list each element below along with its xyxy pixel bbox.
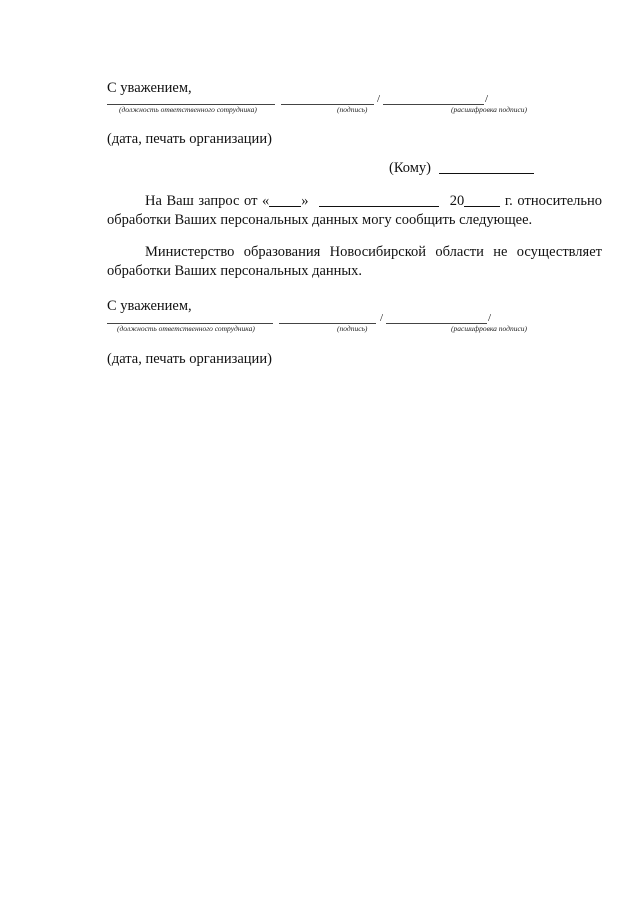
date-seal-1: (дата, печать организации): [107, 131, 272, 147]
greeting-1: С уважением,: [107, 80, 192, 96]
signature-block-1: [107, 93, 547, 118]
request-paragraph: [107, 192, 602, 230]
year-blank: [464, 192, 500, 207]
signature-block-2: [107, 312, 547, 337]
request-mid: »: [301, 193, 309, 209]
greeting-2: С уважением,: [107, 298, 192, 314]
recipient-blank: [439, 159, 534, 174]
caption-signature-2: (подпись): [337, 324, 368, 333]
caption-position-1: (должность ответственного сотрудника): [119, 105, 257, 114]
request-prefix: На Ваш запрос от «: [145, 193, 270, 209]
request-suffix: г. относительно обработки Ваших персональных данных могу сообщить следующее.: [107, 193, 603, 228]
year-prefix: 20: [449, 193, 465, 209]
caption-decoding-2: (расшифровка подписи): [451, 324, 528, 333]
day-blank: [269, 192, 301, 207]
slash-2b: /: [488, 312, 492, 324]
month-blank: [319, 192, 439, 207]
slash-1b: /: [485, 93, 489, 105]
date-seal-2: (дата, печать организации): [107, 351, 272, 367]
caption-decoding-1: (расшифровка подписи): [451, 105, 528, 114]
caption-position-2: (должность ответственного сотрудника): [117, 324, 255, 333]
recipient-label: (Кому): [389, 160, 432, 176]
caption-signature-1: (подпись): [337, 105, 368, 114]
statement-paragraph: Министерство образования Новосибирской области не осуществляет обработки Ваших персональных данных.: [107, 244, 602, 279]
recipient-line: [389, 159, 534, 177]
slash-1a: /: [377, 93, 381, 105]
slash-2a: /: [380, 312, 384, 324]
